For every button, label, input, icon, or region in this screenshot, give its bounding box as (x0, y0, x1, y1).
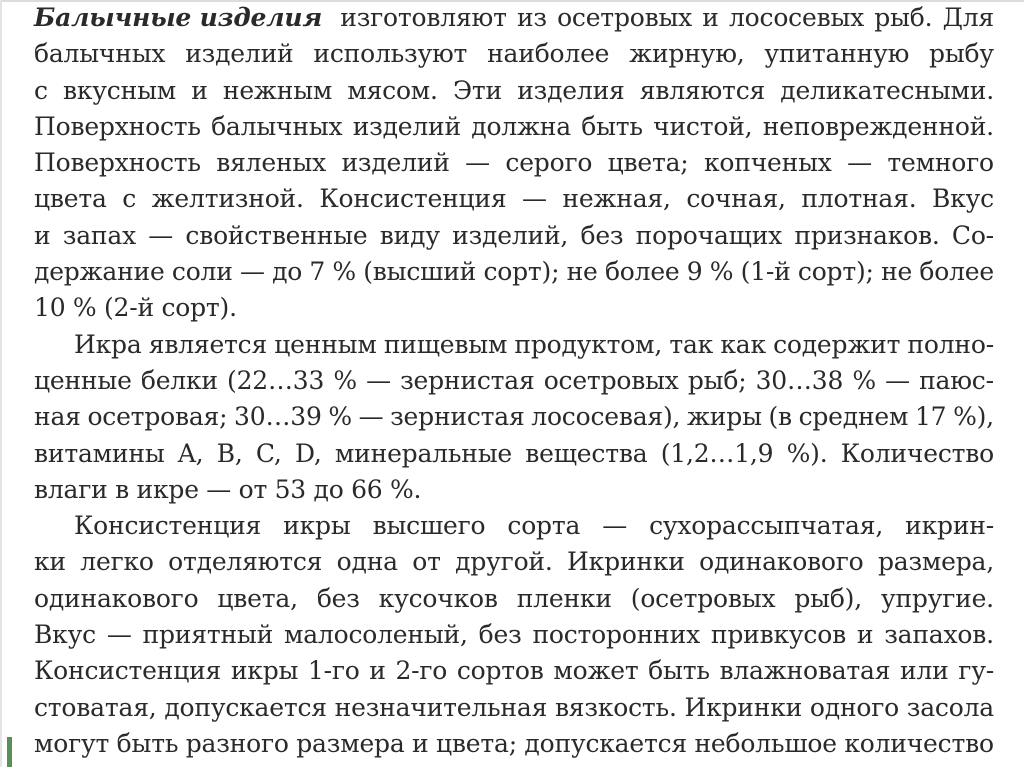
text-word: лососевых (728, 3, 865, 32)
text-word: — (847, 148, 872, 178)
text-word: с (34, 75, 48, 105)
text-word: от (238, 474, 268, 504)
text-word: более (604, 257, 680, 287)
text-word: изделий, (452, 220, 569, 250)
text-line (34, 617, 994, 653)
text-word: икре (136, 474, 199, 504)
text-word: порочащих (635, 220, 783, 250)
text-line (34, 327, 994, 363)
text-word: сорт); (483, 257, 560, 287)
text-word: упитанную (764, 39, 910, 69)
text-word: соли (171, 257, 233, 287)
text-line (34, 218, 994, 254)
text-word: изделий (352, 111, 461, 141)
text-word: или (900, 656, 949, 686)
text-word: может (553, 656, 639, 686)
text-line (34, 254, 994, 290)
text-word: быть (648, 656, 710, 686)
text-word: так (669, 329, 714, 359)
text-word: виду (379, 220, 440, 250)
text-word: одинакового (699, 547, 864, 577)
text-word: и (34, 220, 51, 250)
text-word: 66 (351, 474, 383, 504)
text-word: из (516, 3, 547, 32)
text-word: без (478, 620, 522, 650)
text-word: % (333, 365, 357, 395)
text-word: содержит (773, 329, 901, 359)
text-word: икрин- (905, 511, 994, 541)
text-word: посторонних (532, 620, 700, 650)
text-word: полно- (907, 329, 994, 359)
text-word: цвета; (436, 728, 517, 758)
text-word: и (412, 728, 429, 758)
text-word: от (412, 547, 441, 577)
text-line (34, 544, 994, 580)
text-line (34, 181, 994, 217)
text-word: — (239, 257, 265, 287)
text-word: серого (505, 148, 593, 178)
text-word: изготовляют (340, 3, 507, 32)
text-word: и (856, 620, 874, 650)
text-word: C, (255, 438, 282, 468)
text-word: жиры (687, 402, 762, 432)
text-word: икры (283, 511, 351, 541)
text-word: гу- (958, 656, 994, 686)
text-word: является (148, 329, 268, 359)
text-word: плотная. (801, 184, 917, 214)
text-word: до (313, 474, 344, 504)
text-word: минеральные (334, 438, 513, 468)
text-line (34, 36, 994, 72)
text-word: (высший (363, 257, 477, 287)
text-word: сухорассыпчатая, (649, 511, 884, 541)
text-word: неповрежденной. (762, 111, 994, 141)
text-word: зернистая (390, 402, 525, 432)
text-word: и (191, 75, 208, 105)
text-word: осетровых (543, 365, 679, 395)
text-line (34, 690, 994, 726)
text-word: — (366, 365, 391, 395)
text-word: высшего (372, 511, 486, 541)
text-word: другой. (455, 547, 553, 577)
text-word: ки (34, 547, 66, 577)
text-word: без (580, 220, 624, 250)
text-word: рыб), (794, 583, 862, 613)
text-word: привкусов (710, 620, 846, 650)
text-word: зернистая (400, 365, 535, 395)
text-word: % (72, 293, 97, 323)
text-word: малосоленый, (283, 620, 468, 650)
text-word: небольшое (694, 728, 837, 758)
text-word: 30…39 (234, 402, 322, 432)
text-word: среднем (798, 402, 909, 432)
text-word: одинакового (34, 583, 199, 613)
text-word: рыб; (687, 365, 747, 395)
text-word: чистой, (653, 111, 753, 141)
text-word: жирную, (629, 39, 745, 69)
text-word: (2-й (103, 293, 154, 323)
text-word: темного (887, 148, 994, 178)
text-line (34, 726, 994, 762)
text-word: не (881, 257, 913, 287)
text-word: белки (140, 365, 218, 395)
text-word: (осетровых (630, 583, 776, 613)
text-word: Эти (452, 75, 503, 105)
text-word: 53 (274, 474, 307, 504)
text-word: быть (116, 728, 179, 758)
text-word: допускается (164, 692, 327, 722)
text-word: как (720, 329, 766, 359)
text-word: паюс- (919, 365, 994, 395)
text-word: витамины (34, 438, 165, 468)
text-line (34, 363, 994, 399)
text-word: изделия (517, 75, 625, 105)
text-word: признаков. (794, 220, 940, 250)
text-word: Консистенция (34, 656, 222, 686)
text-word: запах (62, 220, 136, 250)
text-word: ная (34, 402, 81, 432)
text-word: желтизной. (151, 184, 304, 214)
text-word: % (332, 257, 356, 287)
text-word: %. (389, 474, 422, 504)
text-word: одного (809, 692, 900, 722)
text-word: балычных (211, 111, 343, 141)
text-column (34, 0, 994, 762)
text-line (34, 0, 994, 36)
text-word: вязкость. (554, 692, 677, 722)
text-word: осетровых (557, 3, 693, 32)
text-word: размера (296, 728, 405, 758)
text-word: в (115, 474, 129, 504)
text-word: — (522, 184, 547, 214)
text-word: B, (216, 438, 243, 468)
text-word: вяленых (216, 148, 327, 178)
text-word: приятный (142, 620, 274, 650)
text-word: цвета, (217, 583, 298, 613)
text-word: — (602, 511, 628, 541)
text-word: (в (768, 402, 792, 432)
text-word: — (148, 220, 174, 250)
text-word: размера, (877, 547, 994, 577)
text-word: 7 (309, 257, 326, 287)
text-word: являются (639, 75, 766, 105)
text-word: рыб. (874, 3, 933, 32)
text-word: влажноватая (719, 656, 891, 686)
text-word: % (328, 402, 352, 432)
text-line (34, 290, 994, 326)
text-word: с (122, 184, 137, 214)
text-word: Икринки (684, 692, 803, 722)
text-word: быть (581, 111, 643, 141)
text-word: — (465, 148, 490, 178)
text-word: мясом. (347, 75, 438, 105)
text-word: сорта (507, 511, 581, 541)
text-word: сочная, (686, 184, 786, 214)
text-word: Поверхность (34, 111, 201, 141)
text-word: балычных (34, 39, 166, 69)
text-line (34, 399, 994, 435)
text-word: должна (471, 111, 571, 141)
text-word: A, (177, 438, 204, 468)
text-word: Вкус (932, 184, 994, 214)
text-word: (22…33 (227, 365, 325, 395)
text-word: Вкус (34, 620, 96, 650)
text-word: Консистенция (319, 184, 507, 214)
text-word: вещества (525, 438, 648, 468)
text-word: отделяются (168, 547, 323, 577)
text-word: допускается (524, 728, 687, 758)
text-word: копченых (703, 148, 832, 178)
text-word: цвета; (607, 148, 689, 178)
text-word: 9 (686, 257, 703, 287)
text-word: Консистенция (74, 511, 262, 541)
text-word: Икринки (567, 547, 685, 577)
text-word: деликатесными. (780, 75, 994, 105)
text-word: упругие. (880, 583, 994, 613)
text-word: Для (942, 3, 994, 32)
text-line (34, 73, 994, 109)
text-word: изделий (185, 39, 294, 69)
text-word: икры (230, 656, 299, 686)
text-line (34, 472, 994, 508)
text-word: более (919, 257, 994, 287)
text-word: наиболее (487, 39, 610, 69)
text-word: стоватая, (34, 692, 157, 722)
text-word: Поверхность (34, 148, 201, 178)
text-line (34, 653, 994, 689)
text-word: влаги (34, 474, 108, 504)
text-word: (1,2…1,9 (660, 438, 774, 468)
text-word: ценные (34, 365, 132, 395)
text-word: 30…38 (755, 365, 844, 395)
text-word: одна (336, 547, 398, 577)
text-word: % (709, 257, 734, 287)
text-word: могут (34, 728, 110, 758)
text-line (34, 109, 994, 145)
text-word: нежная, (562, 184, 671, 214)
text-line (34, 508, 994, 544)
text-word: Икра (74, 329, 142, 359)
text-word: вкусным (63, 75, 177, 105)
text-word: и (369, 656, 386, 686)
text-word: цвета (34, 184, 107, 214)
text-word: кусочков (378, 583, 498, 613)
text-line (34, 581, 994, 617)
text-word: количество (844, 728, 994, 758)
text-word: пленки (516, 583, 612, 613)
text-word: %), (953, 402, 994, 432)
text-word: 2-го (395, 656, 448, 686)
text-word: изделий (341, 148, 450, 178)
text-word: продуктом, (514, 329, 663, 359)
text-word: засола (906, 692, 994, 722)
text-word: незначительная (334, 692, 548, 722)
text-word: разного (185, 728, 289, 758)
text-word: % (852, 365, 876, 395)
text-word: пищевым (383, 329, 508, 359)
text-line (34, 436, 994, 472)
text-word: нежным (222, 75, 333, 105)
text-word: 10 (34, 293, 66, 323)
text-word: не (566, 257, 598, 287)
text-word: %). (786, 438, 828, 468)
text-word: свойственные (185, 220, 368, 250)
text-word: сорт); (797, 257, 874, 287)
text-word: — (106, 620, 132, 650)
text-word: держание (34, 257, 165, 287)
text-word: — (358, 402, 384, 432)
paragraph-lead-term: Балычные изделия (34, 3, 323, 32)
text-word: 1-го (307, 656, 360, 686)
text-word: сортов (456, 656, 544, 686)
text-word: рыбу (929, 39, 994, 69)
text-word: 17 (914, 402, 947, 432)
frame-left-border (0, 0, 2, 767)
text-word: запахов. (884, 620, 994, 650)
text-word: до (272, 257, 303, 287)
text-word: используют (313, 39, 468, 69)
text-word: — (206, 474, 232, 504)
text-word: без (316, 583, 360, 613)
text-word: Количество (840, 438, 994, 468)
text-word: и (702, 3, 719, 32)
left-margin-marker (7, 737, 12, 767)
text-word: осетровая; (87, 402, 228, 432)
text-line (34, 145, 994, 181)
text-word: (1-й (740, 257, 791, 287)
text-word: ценным (274, 329, 377, 359)
text-word: сорт). (161, 293, 237, 323)
text-word: лососевая), (531, 402, 681, 432)
text-word: легко (80, 547, 154, 577)
text-word: D, (294, 438, 322, 468)
text-word: — (885, 365, 910, 395)
text-word: Со- (951, 220, 994, 250)
